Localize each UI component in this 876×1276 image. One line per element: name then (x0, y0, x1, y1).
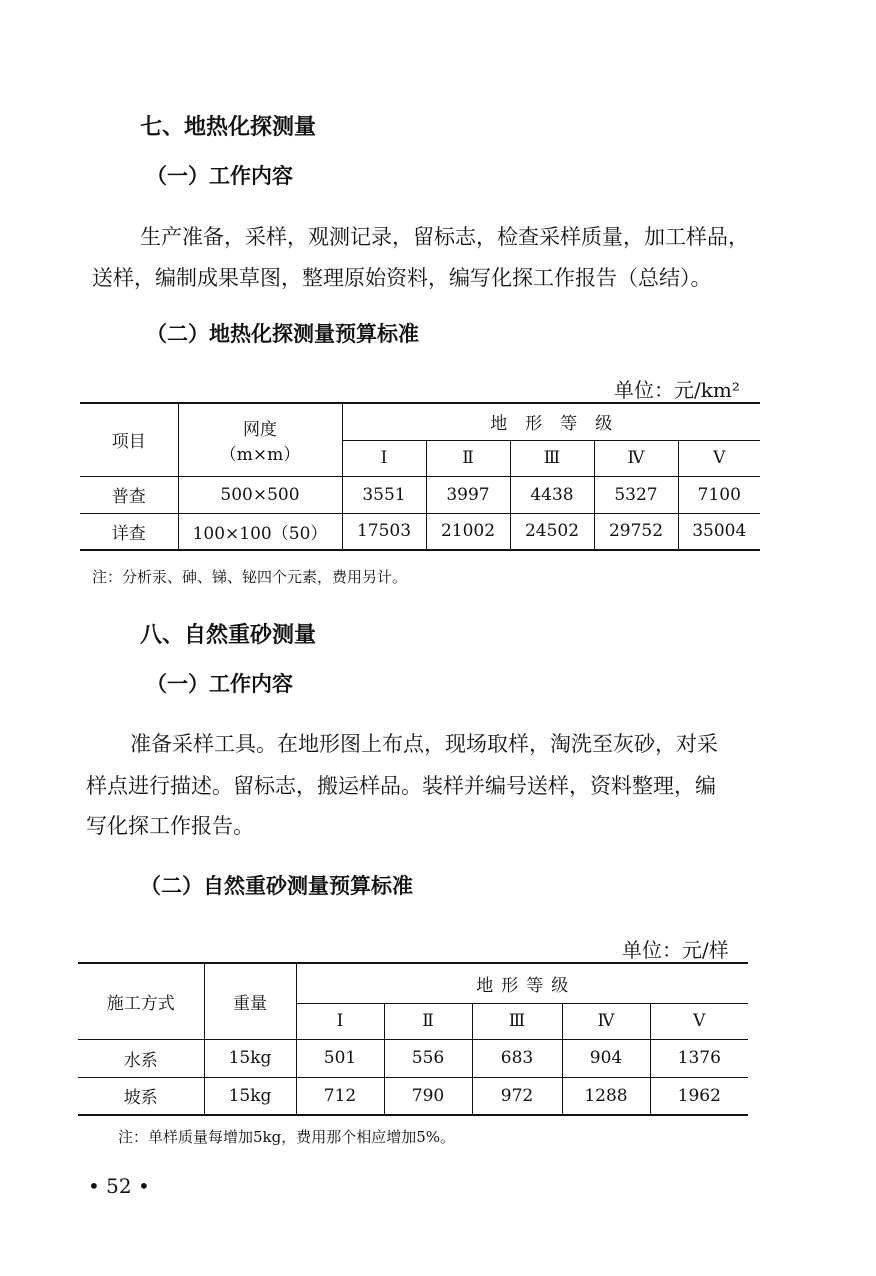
cell-value: 5327 (594, 476, 678, 513)
section-8-paragraph-line-3: 写化探工作报告。 (86, 814, 254, 838)
row-weight: 15kg (204, 1077, 296, 1115)
row-name: 坡系 (78, 1077, 204, 1115)
section-8-paragraph-line-1: 准备采样工具。在地形图上布点，现场取样，淘洗至灰砂，对采 (130, 732, 718, 756)
grade-header: Ⅰ (342, 440, 426, 476)
cell-value: 972 (472, 1077, 562, 1115)
cell-value: 21002 (426, 513, 510, 550)
grade-header: Ⅱ (384, 1003, 472, 1039)
table-header-row (78, 963, 748, 1003)
col-grid-label: 网度 (243, 419, 277, 440)
page-number: • 52 • (88, 1174, 150, 1198)
cell-value: 556 (384, 1039, 472, 1077)
col-terrain-header: 地形等级 (342, 403, 760, 440)
grade-header: Ⅰ (296, 1003, 384, 1039)
cell-value: 501 (296, 1039, 384, 1077)
section-7-paragraph-line-1: 生产准备，采样，观测记录，留标志，检查采样质量，加工样品， (140, 225, 749, 249)
section-8-note: 注：单样质量每增加5kg，费用那个相应增加5%。 (118, 1128, 456, 1146)
table-row (80, 513, 760, 550)
section-8-sub1-title: （一）工作内容 (146, 672, 293, 696)
grade-header: Ⅲ (472, 1003, 562, 1039)
row-grid: 100×100（50） (178, 513, 342, 550)
cell-value: 1288 (562, 1077, 650, 1115)
col-grid-unit: （m×m） (219, 444, 301, 465)
cell-value: 17503 (342, 513, 426, 550)
cell-value: 4438 (510, 476, 594, 513)
col-method-header: 施工方式 (78, 963, 204, 1039)
section-7-title: 七、地热化探测量 (140, 115, 317, 140)
cell-value: 683 (472, 1039, 562, 1077)
section-7-sub1-title: （一）工作内容 (146, 164, 293, 188)
grade-header: Ⅳ (562, 1003, 650, 1039)
section-8-paragraph-line-2: 样点进行描述。留标志，搬运样品。装样并编号送样，资料整理，编 (86, 774, 716, 798)
col-terrain-header: 地形等级 (296, 963, 748, 1003)
cell-value: 904 (562, 1039, 650, 1077)
row-grid: 500×500 (178, 476, 342, 513)
cell-value: 7100 (678, 476, 760, 513)
table-row (80, 476, 760, 513)
grade-header: Ⅳ (594, 440, 678, 476)
section-7-paragraph-line-2: 送样，编制成果草图，整理原始资料，编写化探工作报告（总结）。 (92, 266, 712, 290)
row-name: 普查 (80, 476, 178, 513)
cell-value: 3997 (426, 476, 510, 513)
col-weight-header: 重量 (204, 963, 296, 1039)
cell-value: 712 (296, 1077, 384, 1115)
table-row (78, 1039, 748, 1077)
section-7-note: 注：分析汞、砷、锑、铋四个元素，费用另计。 (92, 568, 408, 586)
cell-value: 35004 (678, 513, 760, 550)
cell-value: 790 (384, 1077, 472, 1115)
row-weight: 15kg (204, 1039, 296, 1077)
table-row (78, 1077, 748, 1115)
row-name: 详查 (80, 513, 178, 550)
cell-value: 29752 (594, 513, 678, 550)
grade-header: Ⅴ (650, 1003, 748, 1039)
col-grid-header (178, 403, 342, 476)
section-8-table (78, 962, 748, 1116)
row-name: 水系 (78, 1039, 204, 1077)
section-7-unit: 单位：元/km² (614, 378, 740, 402)
section-7-table (80, 402, 760, 551)
section-8-sub2-title: （二）自然重砂测量预算标准 (140, 874, 413, 898)
section-8-unit: 单位：元/样 (622, 938, 729, 962)
col-item-header: 项目 (80, 403, 178, 476)
cell-value: 24502 (510, 513, 594, 550)
section-8-title: 八、自然重砂测量 (140, 623, 317, 648)
grade-header: Ⅲ (510, 440, 594, 476)
cell-value: 3551 (342, 476, 426, 513)
grade-header: Ⅴ (678, 440, 760, 476)
grade-header: Ⅱ (426, 440, 510, 476)
cell-value: 1962 (650, 1077, 748, 1115)
table-header-row (80, 403, 760, 440)
cell-value: 1376 (650, 1039, 748, 1077)
section-7-sub2-title: （二）地热化探测量预算标准 (146, 322, 419, 346)
